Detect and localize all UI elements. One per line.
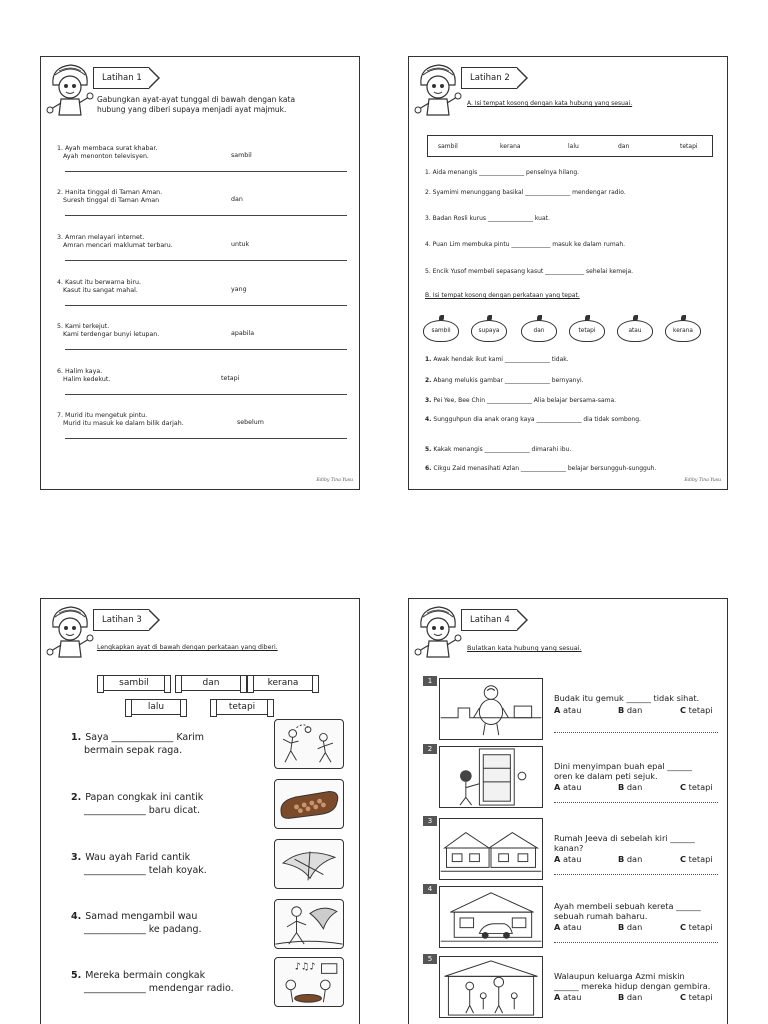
question-number: 2 — [423, 744, 437, 754]
svg-text:♪♫♪: ♪♫♪ — [294, 961, 316, 973]
mascot-icon — [45, 61, 95, 119]
option-c[interactable]: C tetapi — [680, 992, 713, 1002]
apple-word: tetapi — [569, 320, 605, 342]
option-c[interactable]: C tetapi — [680, 705, 713, 715]
question-b-1: 1. Awak hendak ikut kami _______________ tidak. — [425, 356, 569, 363]
question-a-5: 5. Encik Yusof membeli sepasang kasut _____________ sehelai kemeja. — [425, 268, 634, 275]
option-b[interactable]: B dan — [618, 782, 643, 792]
exercise-tag: Latihan 2 — [461, 67, 517, 89]
worksheet-latihan-2 — [408, 56, 728, 490]
question-number: 3 — [423, 816, 437, 826]
worksheet-latihan-1 — [40, 56, 360, 490]
option-b[interactable]: B dan — [618, 854, 643, 864]
option-a[interactable]: A atau — [554, 705, 582, 715]
option-a[interactable]: A atau — [554, 782, 582, 792]
question-2: 2. Papan congkak ini cantik _____________ baru dicat. — [71, 792, 204, 816]
question-1: 1. Ayah membaca surat khabar. Ayah menonton televisyen. sambil — [57, 145, 347, 160]
question-3: 3. Wau ayah Farid cantik _____________ telah koyak. — [71, 852, 207, 876]
answer-line[interactable] — [65, 438, 347, 439]
mascot-icon — [413, 603, 463, 661]
wau-kite-picture — [274, 839, 344, 889]
instruction: Gabungkan ayat-ayat tunggal di bawah dengan kata hubung yang diberi supaya menjadi ayat majmuk. — [97, 95, 296, 114]
question-b-4: 4. Sungguhpun dia anak orang kaya _______________ dia tidak sombong. — [425, 416, 641, 423]
question-7: 7. Murid itu mengetuk pintu. Murid itu masuk ke dalam bilik darjah. sebelum — [57, 412, 347, 427]
answer-line[interactable] — [65, 349, 347, 350]
option-c[interactable]: C tetapi — [680, 782, 713, 792]
option-c[interactable]: C tetapi — [680, 854, 713, 864]
question-2: 2. Hanita tinggal di Taman Aman. Suresh tinggal di Taman Aman dan — [57, 189, 347, 204]
question-b-5: 5. Kakak menangis _______________ dimarahi ibu. — [425, 446, 572, 453]
answer-line[interactable] — [65, 215, 347, 216]
fat-boy-picture — [439, 678, 543, 740]
word-bank-b — [423, 314, 715, 342]
worksheet-latihan-3 — [40, 598, 360, 1024]
answer-line[interactable] — [65, 260, 347, 261]
question-1: 1. Saya _____________ Karim bermain sepak raga. — [71, 732, 205, 756]
apple-word: kerana — [665, 320, 701, 342]
mascot-icon — [45, 603, 95, 661]
answer-line[interactable] — [65, 394, 347, 395]
apple-word: dan — [521, 320, 557, 342]
question-4: 4. Kasut itu berwarna biru. Kasut itu sangat mahal. yang — [57, 279, 347, 294]
word-chip: dan — [181, 675, 241, 691]
option-b[interactable]: B dan — [618, 705, 643, 715]
apple-word: sambil — [423, 320, 459, 342]
family-house-picture — [439, 956, 543, 1018]
mascot-icon — [413, 61, 463, 119]
question-3: 3. Amran melayari internet. Amran mencari maklumat terbaru. untuk — [57, 234, 347, 249]
exercise-tag: Latihan 4 — [461, 609, 517, 631]
boy-with-kite-picture — [274, 899, 344, 949]
worksheet-latihan-4 — [408, 598, 728, 1024]
question-5: 5 Walaupun keluarga Azmi miskin ______ mereka hidup dengan gembira. A atau B dan C tetapi — [423, 954, 718, 1018]
question-5: 5. Kami terkejut. Kami terdengar bunyi letupan. apabila — [57, 323, 347, 338]
word-chip: kerana — [253, 675, 313, 691]
question-2: 2 Dini menyimpan buah epal ______ oren ke dalam peti sejuk. A atau B dan C tetapi — [423, 744, 718, 808]
question-1: 1 Budak itu gemuk ______ tidak sihat. A atau B dan C tetapi — [423, 676, 718, 740]
question-4: 4. Samad mengambil wau _____________ ke padang. — [71, 911, 202, 935]
option-b[interactable]: B dan — [618, 992, 643, 1002]
question-b-6: 6. Cikgu Zaid menasihati Azlan _______________ belajar bersungguh-sungguh. — [425, 465, 657, 472]
section-b-instruction: B. Isi tempat kosong dengan perkataan yang tepat. — [425, 292, 580, 299]
question-3: 3 Rumah Jeeva di sebelah kiri ______ kanan? A atau B dan C tetapi — [423, 816, 718, 880]
congkak-board-picture — [274, 779, 344, 829]
row-houses-picture — [439, 818, 543, 880]
question-a-4: 4. Puan Lim membuka pintu _____________ masuk ke dalam rumah. — [425, 241, 626, 248]
apple-word: supaya — [471, 320, 507, 342]
option-b[interactable]: B dan — [618, 922, 643, 932]
question-number: 4 — [423, 884, 437, 894]
answer-line[interactable] — [65, 305, 347, 306]
children-playing-congkak-picture — [274, 957, 344, 1007]
option-c[interactable]: C tetapi — [680, 922, 713, 932]
option-a[interactable]: A atau — [554, 922, 582, 932]
sepak-raga-picture — [274, 719, 344, 769]
word-chip: sambil — [103, 675, 165, 691]
option-a[interactable]: A atau — [554, 854, 582, 864]
word-chip: lalu — [131, 699, 181, 715]
question-a-1: 1. Aida menangis _______________ penselnya hilang. — [425, 169, 580, 176]
instruction: Lengkapkan ayat di bawah dengan perkataan yang diberi. — [97, 644, 278, 651]
question-a-2: 2. Syamimi menunggang basikal _______________ mendengar radio. — [425, 189, 626, 196]
question-a-3: 3. Badan Rosli kurus _______________ kuat. — [425, 215, 550, 222]
question-6: 6. Halim kaya. Halim kedekut. tetapi — [57, 368, 347, 383]
question-number: 5 — [423, 954, 437, 964]
fridge-picture — [439, 746, 543, 808]
option-a[interactable]: A atau — [554, 992, 582, 1002]
word-bank-a: sambil kerana lalu dan tetapi — [427, 135, 713, 157]
answer-line[interactable] — [65, 171, 347, 172]
signature: Ediby Tina Yusu — [684, 478, 721, 483]
house-and-car-picture — [439, 886, 543, 948]
exercise-tag: Latihan 1 — [93, 67, 149, 89]
apple-word: atau — [617, 320, 653, 342]
question-number: 1 — [423, 676, 437, 686]
question-5: 5. Mereka bermain congkak _____________ mendengar radio. — [71, 970, 234, 994]
instruction: Bulatkan kata hubung yang sesuai. — [467, 644, 582, 652]
word-chip: tetapi — [216, 699, 268, 715]
question-b-3: 3. Pei Yee, Bee Chin _______________ Alia belajar bersama-sama. — [425, 397, 617, 404]
question-b-2: 2. Abang melukis gambar _______________ bernyanyi. — [425, 377, 584, 384]
exercise-tag: Latihan 3 — [93, 609, 149, 631]
section-a-instruction: A. Isi tempat kosong dengan kata hubung yang sesuai. — [467, 100, 633, 107]
question-4: 4 Ayah membeli sebuah kereta ______ sebuah rumah baharu. A atau B dan C tetapi — [423, 884, 718, 948]
signature: Ediby Tina Yusu — [316, 478, 353, 483]
